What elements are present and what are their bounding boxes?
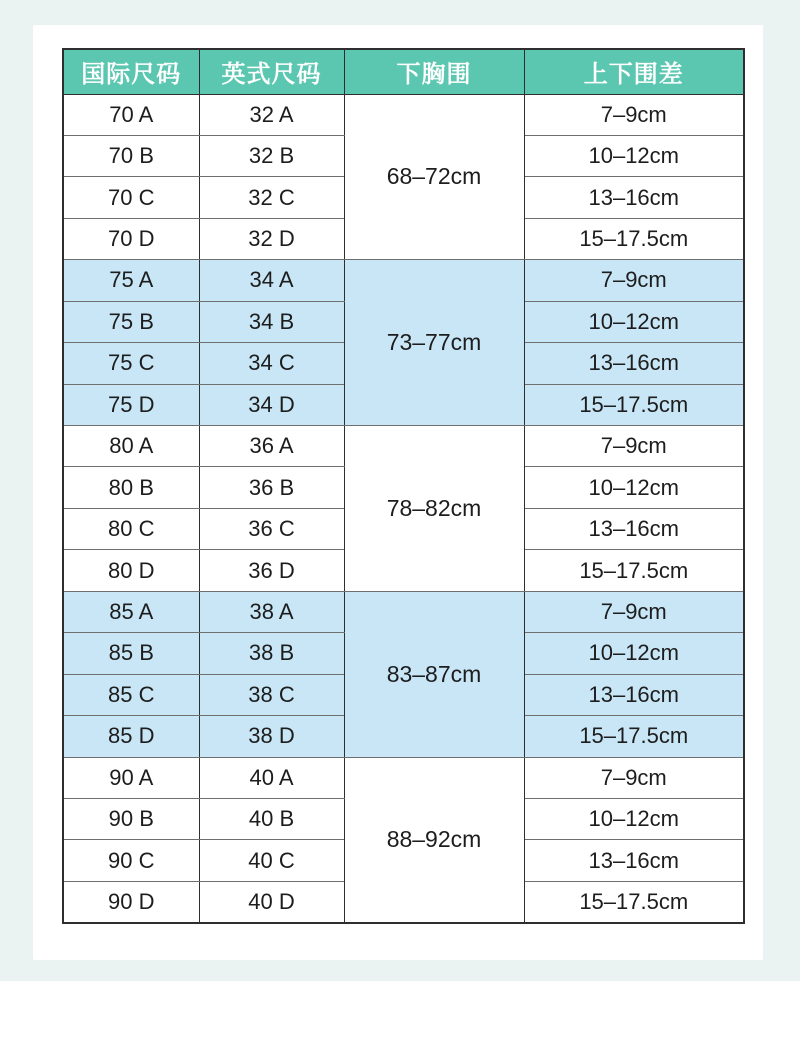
cell-international-size: 85 C: [63, 674, 199, 715]
cell-size-difference: 7–9cm: [524, 94, 744, 135]
cell-uk-size: 36 B: [199, 467, 344, 508]
cell-size-difference: 10–12cm: [524, 798, 744, 839]
cell-uk-size: 32 D: [199, 218, 344, 259]
cell-underbust: 73–77cm: [344, 260, 524, 426]
cell-international-size: 75 B: [63, 301, 199, 342]
cell-uk-size: 38 B: [199, 633, 344, 674]
cell-international-size: 90 B: [63, 798, 199, 839]
cell-underbust: 83–87cm: [344, 591, 524, 757]
cell-uk-size: 32 C: [199, 177, 344, 218]
column-header-uk-size: 英式尺码: [199, 49, 344, 94]
cell-uk-size: 40 C: [199, 840, 344, 881]
cell-size-difference: 10–12cm: [524, 633, 744, 674]
cell-underbust: 78–82cm: [344, 426, 524, 592]
table-row: [63, 94, 744, 135]
cell-international-size: 80 A: [63, 426, 199, 467]
cell-size-difference: 15–17.5cm: [524, 384, 744, 425]
cell-international-size: 75 C: [63, 343, 199, 384]
cell-size-difference: 10–12cm: [524, 467, 744, 508]
cell-size-difference: 13–16cm: [524, 343, 744, 384]
cell-uk-size: 36 C: [199, 508, 344, 549]
cell-international-size: 70 B: [63, 135, 199, 176]
cell-international-size: 80 D: [63, 550, 199, 591]
cell-international-size: 90 D: [63, 881, 199, 922]
cell-size-difference: 13–16cm: [524, 177, 744, 218]
content-card: [33, 25, 763, 960]
cell-international-size: 90 A: [63, 757, 199, 798]
cell-size-difference: 7–9cm: [524, 757, 744, 798]
cell-size-difference: 10–12cm: [524, 135, 744, 176]
cell-size-difference: 10–12cm: [524, 301, 744, 342]
cell-underbust: 68–72cm: [344, 94, 524, 260]
cell-size-difference: 15–17.5cm: [524, 881, 744, 922]
cell-international-size: 80 C: [63, 508, 199, 549]
cell-international-size: 85 A: [63, 591, 199, 632]
cell-uk-size: 36 A: [199, 426, 344, 467]
cell-international-size: 75 A: [63, 260, 199, 301]
cell-international-size: 85 D: [63, 716, 199, 757]
cell-size-difference: 7–9cm: [524, 591, 744, 632]
cell-uk-size: 32 A: [199, 94, 344, 135]
column-header-size-difference: 上下围差: [524, 49, 744, 94]
cell-international-size: 80 B: [63, 467, 199, 508]
cell-size-difference: 13–16cm: [524, 508, 744, 549]
cell-size-difference: 13–16cm: [524, 840, 744, 881]
cell-size-difference: 7–9cm: [524, 426, 744, 467]
cell-underbust: 88–92cm: [344, 757, 524, 923]
cell-uk-size: 34 B: [199, 301, 344, 342]
cell-international-size: 70 C: [63, 177, 199, 218]
cell-size-difference: 13–16cm: [524, 674, 744, 715]
cell-international-size: 90 C: [63, 840, 199, 881]
size-chart-table: [62, 48, 745, 924]
cell-uk-size: 34 C: [199, 343, 344, 384]
cell-size-difference: 15–17.5cm: [524, 218, 744, 259]
table-row: [63, 757, 744, 798]
cell-uk-size: 40 D: [199, 881, 344, 922]
cell-size-difference: 15–17.5cm: [524, 716, 744, 757]
cell-uk-size: 36 D: [199, 550, 344, 591]
header-row: [63, 49, 744, 94]
table-row: [63, 591, 744, 632]
cell-international-size: 70 A: [63, 94, 199, 135]
table-header: [63, 49, 744, 94]
cell-uk-size: 40 A: [199, 757, 344, 798]
cell-uk-size: 38 C: [199, 674, 344, 715]
column-header-underbust: 下胸围: [344, 49, 524, 94]
cell-uk-size: 38 A: [199, 591, 344, 632]
size-table-body: [63, 94, 744, 923]
cell-uk-size: 38 D: [199, 716, 344, 757]
table-row: [63, 260, 744, 301]
column-header-international-size: 国际尺码: [63, 49, 199, 94]
table-row: [63, 426, 744, 467]
cell-international-size: 70 D: [63, 218, 199, 259]
cell-international-size: 85 B: [63, 633, 199, 674]
cell-size-difference: 15–17.5cm: [524, 550, 744, 591]
cell-uk-size: 34 D: [199, 384, 344, 425]
cell-uk-size: 40 B: [199, 798, 344, 839]
cell-uk-size: 34 A: [199, 260, 344, 301]
cell-size-difference: 7–9cm: [524, 260, 744, 301]
cell-international-size: 75 D: [63, 384, 199, 425]
cell-uk-size: 32 B: [199, 135, 344, 176]
